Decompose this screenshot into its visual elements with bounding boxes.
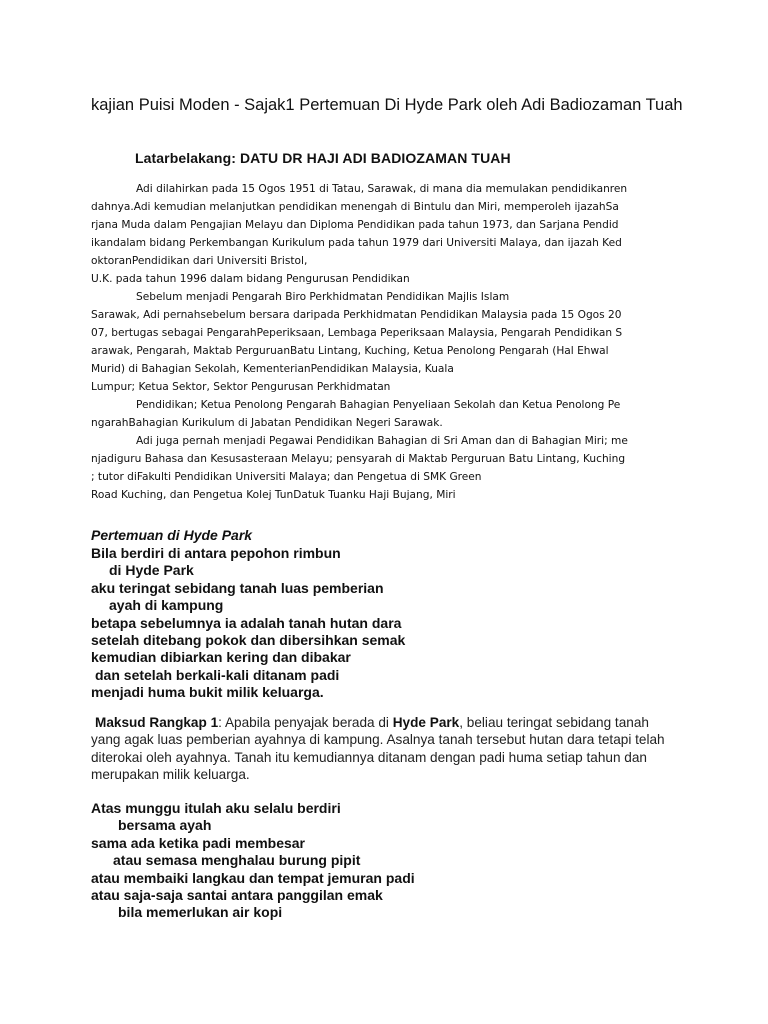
poem-line: ayah di kampung <box>109 597 224 614</box>
poem-line: kemudian dibiarkan kering dan dibakar <box>91 649 351 666</box>
bio-line: Lumpur; Ketua Sektor, Sektor Pengurusan Perkhidmatan <box>91 381 391 393</box>
poem-line: dan setelah berkali-kali ditanam padi <box>95 666 340 683</box>
poem-line: aku teringat sebidang tanah luas pemberian <box>91 579 384 596</box>
bio-line: Sarawak, Adi pernahsebelum bersara daripada Perkhidmatan Pendidikan Malaysia pada 15 Ogos 20 <box>91 309 622 321</box>
meaning-text: , beliau teringat sebidang tanah yang agak luas pemberian ayahnya di kampung. Asalnya tanah tersebut hutan dara tetapi telah diterokai oleh ayahnya. Tanah itu kemudiannya ditanam dengan padi huma setiap tahun dan merupakan milik keluarga. <box>91 715 665 783</box>
meaning-place: Hyde Park <box>392 715 460 730</box>
bio-line: Road Kuching, dan Pengetua Kolej TunDatuk Tuanku Haji Bujang, Miri <box>91 489 456 501</box>
stanza-meaning-paragraph <box>91 714 681 784</box>
poem-line: betapa sebelumnya ia adalah tanah hutan dara <box>91 614 402 631</box>
poem-stanza-1 <box>91 545 651 702</box>
meaning-label: Maksud Rangkap 1 <box>95 715 219 730</box>
bio-line: ikandalam bidang Perkembangan Kurikulum pada tahun 1979 dari Universiti Malaya, dan ijazah Ked <box>91 237 622 249</box>
bio-line: oktoranPendidikan dari Universiti Bristol, <box>91 255 308 267</box>
document-title: kajian Puisi Moden - Sajak1 Pertemuan Di Hyde Park oleh Adi Badiozaman Tuah <box>91 96 683 114</box>
poem-line: atau membaiki langkau dan tempat jemuran padi <box>91 869 415 886</box>
poem-title: Pertemuan di Hyde Park <box>91 527 253 543</box>
meaning-text: : Apabila penyajak berada di <box>218 715 393 730</box>
bio-line: U.K. pada tahun 1996 dalam bidang Pengurusan Pendidikan <box>91 273 410 285</box>
bio-line: ; tutor diFakulti Pendidikan Universiti Malaya; dan Pengetua di SMK Green <box>91 471 482 483</box>
bio-line: Pendidikan; Ketua Penolong Pengarah Bahagian Penyeliaan Sekolah dan Ketua Penolong Pe <box>136 399 621 411</box>
poem-line: sama ada ketika padi membesar <box>91 834 306 851</box>
bio-line: Adi dilahirkan pada 15 Ogos 1951 di Tatau, Sarawak, di mana dia memulakan pendidikanren <box>136 183 628 195</box>
section-subtitle: Latarbelakang: DATU DR HAJI ADI BADIOZAMAN TUAH <box>135 150 511 166</box>
poem-line: di Hyde Park <box>109 562 194 579</box>
poem-line: Atas munggu itulah aku selalu berdiri <box>91 800 341 816</box>
poem-line: setelah ditebang pokok dan dibersihkan semak <box>91 632 406 649</box>
bio-line: rjana Muda dalam Pengajian Melayu dan Diploma Pendidikan pada tahun 1973, dan Sarjana Pendid <box>91 219 619 231</box>
bio-line: Murid) di Bahagian Sekolah, KementerianPendidikan Malaysia, Kuala <box>91 363 454 375</box>
poem-line: bersama ayah <box>118 817 212 834</box>
poem-line: atau semasa menghalau burung pipit <box>113 852 361 869</box>
poem-line: bila memerlukan air kopi <box>118 904 283 921</box>
bio-line: Sebelum menjadi Pengarah Biro Perkhidmatan Pendidikan Majlis Islam <box>136 291 510 303</box>
poem-line: Bila berdiri di antara pepohon rimbun <box>91 545 341 561</box>
poem-stanza-2 <box>91 800 651 922</box>
bio-line: arawak, Pengarah, Maktab PerguruanBatu Lintang, Kuching, Ketua Penolong Pengarah (Hal Ehwal <box>91 345 609 357</box>
biography-paragraph <box>91 180 681 504</box>
poem-line: atau saja-saja santai antara panggilan emak <box>91 887 383 904</box>
bio-line: njadiguru Bahasa dan Kesusasteraan Melayu; pensyarah di Maktab Perguruan Batu Lintang, Kuching <box>91 453 626 465</box>
bio-line: Adi juga pernah menjadi Pegawai Pendidikan Bahagian di Sri Aman dan di Bahagian Miri; me <box>136 435 628 447</box>
poem-line: menjadi huma bukit milik keluarga. <box>91 684 324 701</box>
bio-line: ngarahBahagian Kurikulum di Jabatan Pendidikan Negeri Sarawak. <box>91 417 443 429</box>
bio-line: 07, bertugas sebagai PengarahPeperiksaan, Lembaga Peperiksaan Malaysia, Pengarah Pendidikan S <box>91 327 623 339</box>
bio-line: dahnya.Adi kemudian melanjutkan pendidikan menengah di Bintulu dan Miri, memperoleh ijazahSa <box>91 201 619 213</box>
